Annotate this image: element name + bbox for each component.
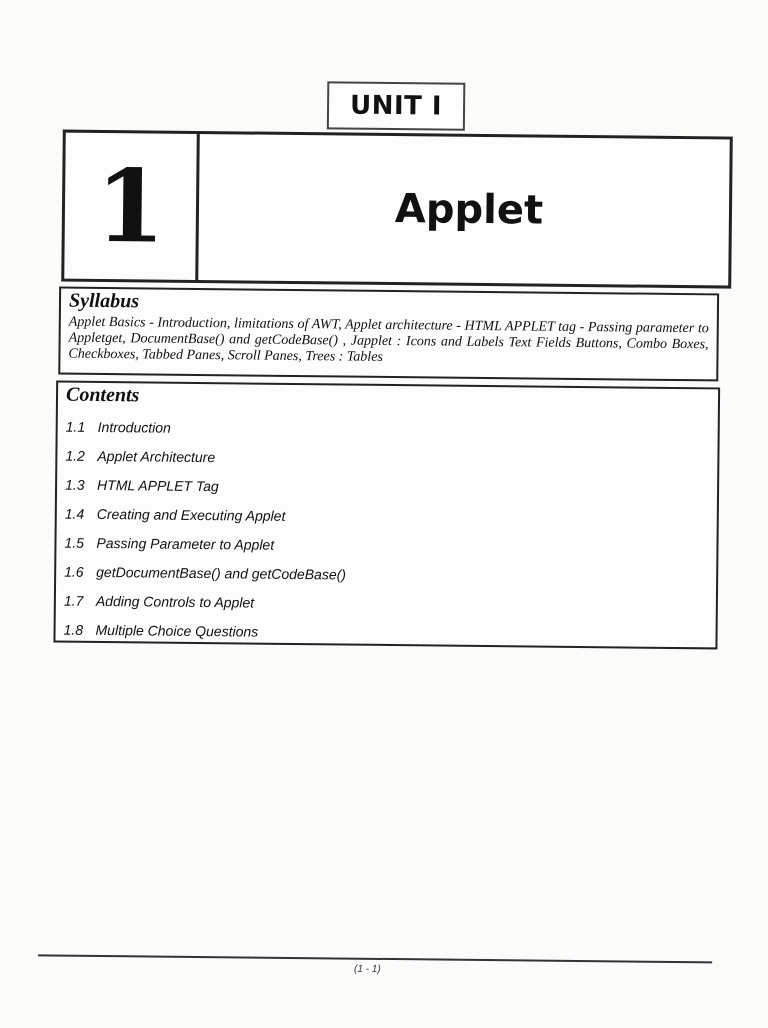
chapter-number: 1 [64,133,200,280]
contents-item-number: 1.7 [63,592,84,609]
contents-item-number: 1.2 [65,447,85,464]
syllabus-box [58,287,719,382]
contents-item-title: Adding Controls to Applet [95,592,255,611]
contents-item-title: Introduction [97,418,171,436]
contents-item-title: HTML APPLET Tag [97,476,219,495]
contents-item-number: 1.3 [65,476,85,493]
contents-item-title: Applet Architecture [97,447,216,466]
footer-divider [38,954,712,963]
chapter-header [61,130,733,289]
contents-item-number: 1.6 [64,563,84,580]
contents-item-number: 1.4 [64,505,85,522]
contents-box [53,381,720,650]
unit-label-text: UNIT I [349,90,443,122]
contents-item-number: 1.8 [63,621,84,638]
contents-item-title: getDocumentBase() and getCodeBase() [96,563,347,583]
syllabus-heading: Syllabus [68,289,140,313]
contents-item-number: 1.5 [64,534,85,551]
syllabus-text: Applet Basics - Introduction, limitations of AWT, Applet architecture - HTML APPLET tag - Passing parameter to Appletget, DocumentBase() and getCodeBase() , Japplet : Icons and Labels Text Fields Buttons, Combo Boxes, Checkboxes, Tabbed Panes, Scroll Panes, Trees : Tables [68,314,709,365]
unit-label [327,81,465,130]
contents-item [63,616,707,652]
contents-item-title: Multiple Choice Questions [95,621,259,640]
contents-list [63,413,709,652]
chapter-title: Applet [394,186,544,234]
contents-item-title: Creating and Executing Applet [96,505,286,524]
page-number: (1 - 1) [353,963,381,975]
contents-item-title: Passing Parameter to Applet [96,534,275,553]
contents-item-number: 1.1 [65,418,86,435]
contents-heading: Contents [65,383,140,407]
